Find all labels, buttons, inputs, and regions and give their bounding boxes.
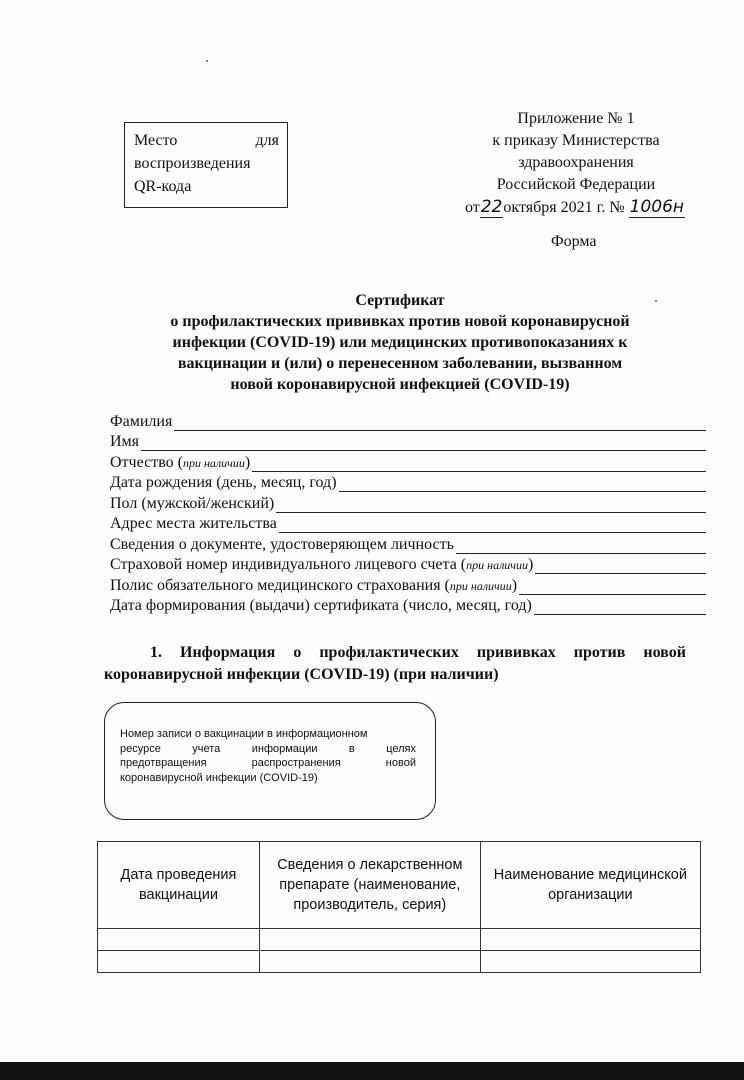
field-note: при наличии [182,455,245,470]
scan-bottom-edge [0,1062,744,1080]
field-label: Адрес места жительства [110,515,277,532]
field-label: Сведения о документе, удостоверяющем личность [110,535,454,553]
fill-line[interactable] [535,558,706,574]
scan-speck [206,60,208,62]
qr-box-text: для [255,132,279,149]
qr-box-text: Место [134,132,178,149]
table-cell[interactable] [259,929,480,951]
field-label: Имя [110,433,140,450]
field-note: при наличии [466,558,529,572]
field-label: Дата рождения (день, месяц, год) [110,474,337,491]
record-box-line: Номер записи о вакцинации в информационном [120,728,368,740]
column-header-date: Дата проведения вакцинации [98,842,260,929]
column-header-organization: Наименование медицинской организации [480,842,700,929]
field-label: Пол (мужской/женский) [110,494,275,512]
title-line: Сертификат [355,292,445,309]
field-issue-date[interactable] [110,595,706,616]
fill-line[interactable] [339,476,706,492]
fill-line[interactable] [276,497,706,513]
field-sex[interactable] [110,492,706,513]
field-label: Полис обязательного медицинского страхования (при наличии) [110,576,518,594]
title-line: инфекции (COVID-19) или медицинских противопоказаниях к [172,334,628,351]
column-header-drug: Сведения о лекарственном препарате (наименование, производитель, серия) [259,842,480,929]
section-1-heading: 1. Информация о профилактических прививках против новой коронавирусной инфекции (COVID-19) (при наличии) [104,642,686,686]
table-cell[interactable] [259,951,480,973]
title-line: вакцинации и (или) о перенесенном заболевании, вызванном [177,355,623,372]
field-id-document[interactable] [110,533,706,554]
title-line: новой коронавирусной инфекцией (COVID-19) [230,376,570,393]
form-label: Форма [551,233,597,250]
handwritten-day: 22 [480,197,503,217]
table-cell[interactable] [98,929,260,951]
appendix-line: Приложение № 1 [517,110,635,127]
field-label: Отчество (при наличии) [110,453,251,471]
appendix-line: к приказу Министерства [492,132,660,149]
table-cell[interactable] [480,951,700,973]
field-birth-date[interactable] [110,472,706,493]
vaccination-record-number-box [104,702,436,820]
table-row [98,951,701,973]
field-label: Страховой номер индивидуального лицевого счета (при наличии) [110,556,534,573]
fill-line[interactable] [141,435,706,451]
table-cell[interactable] [480,929,700,951]
table-header-row [98,842,701,929]
field-address[interactable] [110,513,706,534]
fill-line[interactable] [252,456,706,472]
record-box-line: ресурсе учета информации в целях [120,742,416,755]
record-box-line: коронавирусной инфекции (COVID-19) [120,771,318,784]
appendix-header [456,108,696,219]
section-1-line: коронавирусной инфекции (COVID-19) (при наличии) [104,666,499,683]
order-prefix: от [464,199,480,216]
field-label: Фамилия [110,412,173,430]
field-name[interactable] [110,431,706,452]
certificate-title [100,290,700,395]
field-snils[interactable] [110,554,706,575]
qr-code-placeholder [124,122,288,208]
field-surname[interactable] [110,410,706,431]
qr-box-text: воспроизведения [134,155,251,172]
fill-line[interactable] [279,517,706,533]
record-box-line: предотвращения распространения новой [120,757,416,769]
field-patronymic[interactable] [110,451,706,472]
field-note: при наличии [449,578,512,593]
personal-data-fields [110,410,706,615]
fill-line[interactable] [534,599,706,615]
table-cell[interactable] [98,951,260,973]
fill-line[interactable] [456,538,706,554]
appendix-line: Российской Федерации [496,176,656,193]
order-middle: октября 2021 г. № [503,199,625,216]
table-row [98,929,701,951]
fill-line[interactable] [519,579,706,595]
handwritten-order-number: 1006н [629,197,685,217]
field-oms-policy[interactable] [110,574,706,595]
vaccination-table [97,841,701,973]
appendix-line: здравоохранения [518,154,634,171]
field-label: Дата формирования (выдачи) сертификата (число, месяц, год) [110,597,532,614]
qr-box-text: QR-кода [134,178,192,195]
fill-line[interactable] [174,415,706,431]
title-line: о профилактических прививках против новой коронавирусной [170,313,630,330]
order-reference [454,196,696,219]
